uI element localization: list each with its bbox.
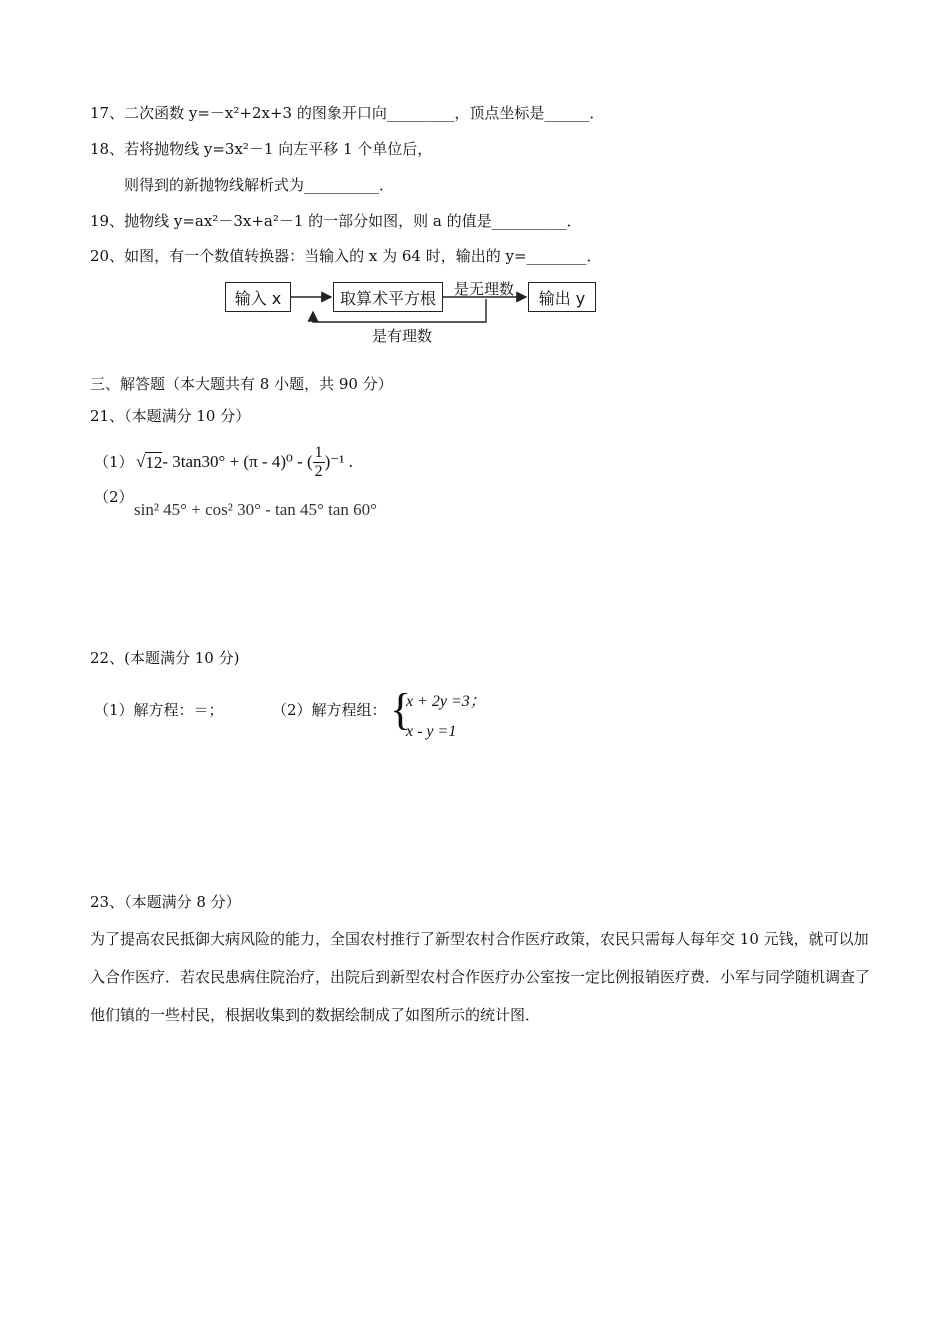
question-22: 22、(本题满分 10 分): [90, 649, 240, 667]
arrow-loop-back: [313, 299, 486, 322]
q22-part1: （1）解方程：＝；: [94, 701, 224, 719]
sqrt-sign: √: [136, 452, 146, 471]
system-equation-1: x + 2y =3；: [406, 693, 486, 710]
flow-output-box: 输出 y: [528, 282, 596, 312]
q21-part1-label: （1）: [94, 453, 134, 471]
q21-part1-expression: [136, 440, 353, 484]
flow-arrows: [0, 0, 950, 360]
fraction-half: $\frac{1}{2}$: [314, 443, 323, 480]
q21-part2-expression: sin² 45° + cos² 30° - tan 45° tan 60°: [134, 500, 377, 519]
expr-middle: - 3tan30° + (π - 4)⁰ - (: [162, 452, 313, 471]
sqrt-radicand: 12: [145, 452, 163, 472]
flow-yes-label: 是无理数: [454, 280, 515, 298]
system-brace: {: [390, 685, 412, 734]
question-19: 19、抛物线 y=ax²－3x+a²－1 的一部分如图，则 a 的值是__________．: [90, 212, 582, 230]
q21-part2-label: （2）: [94, 488, 134, 506]
expr-end: )⁻¹ .: [324, 452, 353, 471]
flow-loop-label: 是有理数: [372, 327, 433, 345]
question-21: 21、（本题满分 10 分）: [90, 407, 251, 425]
q22-part2-label: （2）解方程组：: [272, 701, 387, 719]
question-23: 23、（本题满分 8 分）: [90, 893, 241, 911]
question-20: 20、如图，有一个数值转换器：当输入的 x 为 64 时，输出的 y=________．: [90, 247, 602, 265]
question-17: 17、二次函数 y=－x²+2x+3 的图象开口向_________，顶点坐标是______．: [90, 104, 605, 122]
flow-process-box: 取算术平方根: [333, 282, 443, 312]
question-18-line1: 18、若将抛物线 y=3x²－1 向左平移 1 个单位后，: [90, 140, 433, 158]
question-18-line2: 则得到的新抛物线解析式为__________．: [124, 176, 395, 194]
system-equation-2: x - y =1: [406, 723, 457, 740]
section-3-heading: 三、解答题（本大题共有 8 小题，共 90 分）: [90, 375, 393, 393]
question-23-text: 为了提高农民抵御大病风险的能力，全国农村推行了新型农村合作医疗政策，农民只需每人每年交 10 元钱，就可以加入合作医疗．若农民患病住院治疗，出院后到新型农村合作医疗办公室按一定比例报销医疗费．小军与同学随机调查了他们镇的一些村民，根据收集到的数据绘制成了如图所示的统计图．: [90, 930, 871, 1024]
flow-input-box: 输入 x: [225, 282, 291, 312]
